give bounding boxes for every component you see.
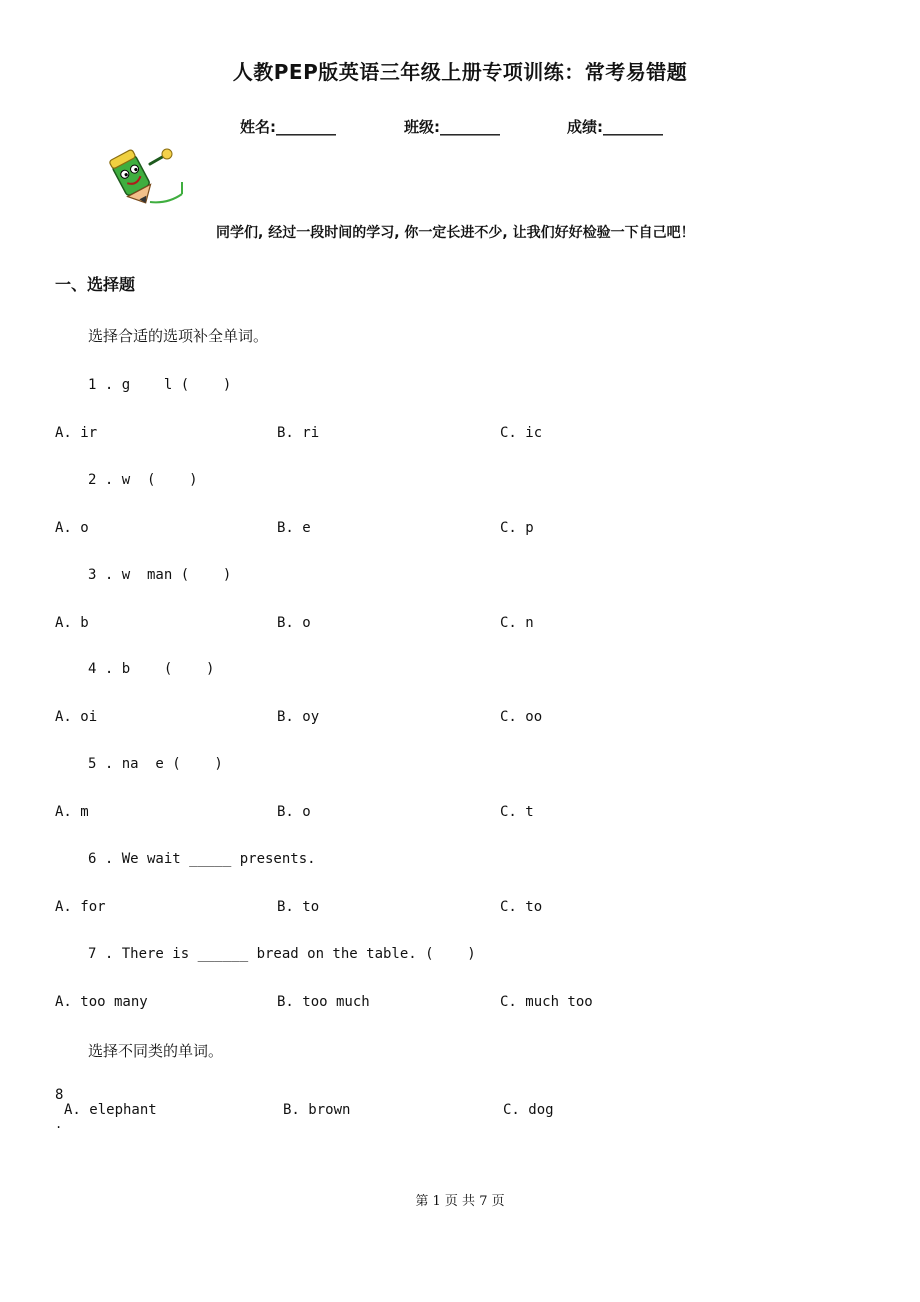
name-field: 姓名:________ bbox=[240, 118, 336, 136]
option-b[interactable]: B. to bbox=[277, 899, 320, 915]
question-stem: 1 . g l ( ) bbox=[88, 377, 232, 393]
class-field: 班级:________ bbox=[404, 118, 500, 136]
option-c[interactable]: C. ic bbox=[500, 425, 543, 441]
question-number-dot: . bbox=[55, 1117, 63, 1131]
option-a[interactable]: A. for bbox=[55, 899, 106, 915]
option-b[interactable]: B. ri bbox=[277, 425, 320, 441]
option-a[interactable]: A. m bbox=[55, 804, 89, 820]
option-a[interactable]: A. ir bbox=[55, 425, 98, 441]
question-number: 8 bbox=[55, 1087, 64, 1103]
option-a[interactable]: A. o bbox=[55, 520, 89, 536]
option-c[interactable]: C. n bbox=[500, 615, 534, 631]
instruction-fill: 选择合适的选项补全单词。 bbox=[88, 327, 269, 345]
option-b[interactable]: B. o bbox=[277, 804, 311, 820]
question-stem: 4 . b ( ) bbox=[88, 661, 215, 677]
question-stem: 7 . There is ______ bread on the table. ( ) bbox=[88, 946, 476, 962]
option-c[interactable]: C. t bbox=[500, 804, 534, 820]
question-stem: 6 . We wait _____ presents. bbox=[88, 851, 316, 867]
option-c[interactable]: C. much too bbox=[500, 994, 593, 1010]
option-a[interactable]: A. oi bbox=[55, 709, 98, 725]
option-b[interactable]: B. oy bbox=[277, 709, 320, 725]
question-stem: 5 . na e ( ) bbox=[88, 756, 223, 772]
page-title: 人教PEP版英语三年级上册专项训练：常考易错题 bbox=[232, 60, 688, 84]
option-b[interactable]: B. brown bbox=[283, 1102, 351, 1118]
pencil-mascot-icon bbox=[106, 142, 186, 206]
option-b[interactable]: B. too much bbox=[277, 994, 370, 1010]
option-c[interactable]: C. dog bbox=[503, 1102, 554, 1118]
question-stem: 3 . w man ( ) bbox=[88, 567, 232, 583]
intro-text: 同学们, 经过一段时间的学习, 你一定长进不少, 让我们好好检验一下自己吧！ bbox=[216, 225, 695, 241]
option-b[interactable]: B. e bbox=[277, 520, 311, 536]
option-c[interactable]: C. to bbox=[500, 899, 543, 915]
option-c[interactable]: C. p bbox=[500, 520, 534, 536]
option-c[interactable]: C. oo bbox=[500, 709, 543, 725]
option-a[interactable]: A. b bbox=[55, 615, 89, 631]
option-a[interactable]: A. elephant bbox=[64, 1102, 157, 1118]
score-field: 成绩:________ bbox=[567, 118, 663, 136]
page-footer: 第 1 页 共 7 页 bbox=[415, 1194, 505, 1209]
option-a[interactable]: A. too many bbox=[55, 994, 148, 1010]
instruction-odd-one-out: 选择不同类的单词。 bbox=[88, 1042, 224, 1060]
option-b[interactable]: B. o bbox=[277, 615, 311, 631]
question-stem: 2 . w ( ) bbox=[88, 472, 198, 488]
section-title: 一、选择题 bbox=[55, 275, 136, 294]
